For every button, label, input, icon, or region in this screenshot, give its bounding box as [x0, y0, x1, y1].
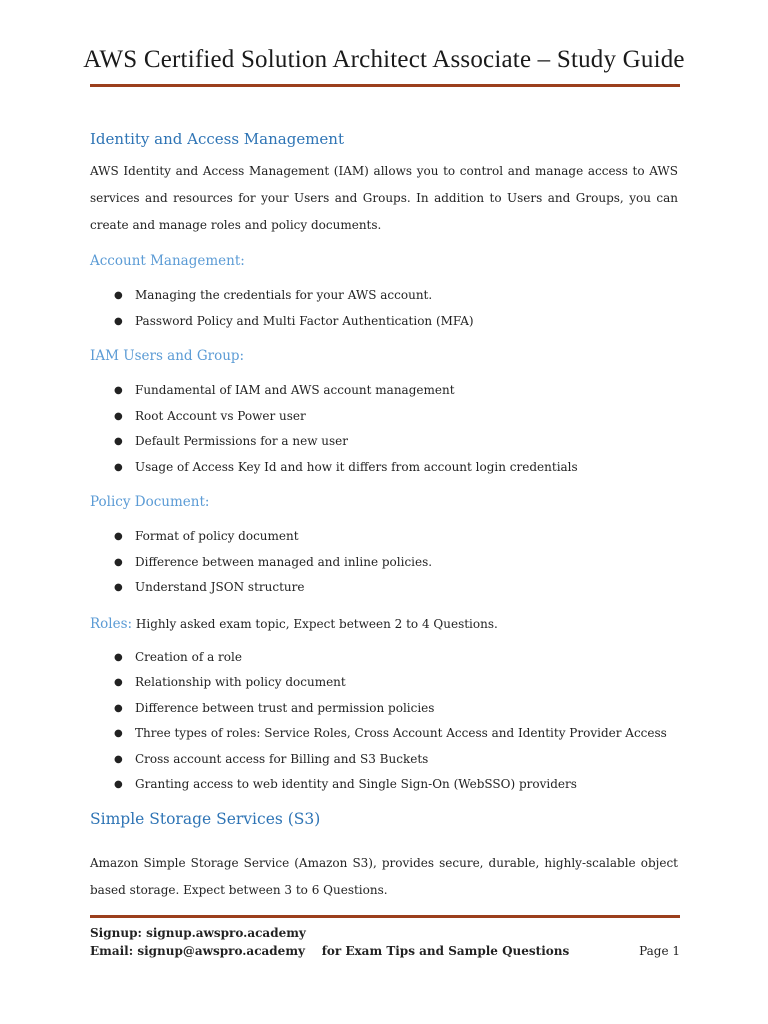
- bullet-icon: ●: [114, 556, 123, 568]
- roles-heading: Roles:: [90, 615, 133, 632]
- bullet-icon: ●: [114, 531, 123, 542]
- iam-users-heading: IAM Users and Group:: [90, 348, 245, 364]
- bullet-icon: ●: [114, 582, 123, 593]
- list-item: ● Password Policy and Multi Factor Authentication (MFA): [90, 309, 678, 335]
- bullet-icon: ●: [114, 677, 123, 688]
- list-item: ● Format of policy document: [90, 524, 678, 550]
- page-number: Page 1: [639, 944, 680, 958]
- roles-list: [90, 645, 678, 798]
- roles-intro-text: Highly asked exam topic, Expect between 2 to 4 Questions.: [132, 616, 498, 631]
- list-item: ● Granting access to web identity and Single Sign-On (WebSSO) providers: [90, 772, 678, 798]
- list-item: ● Three types of roles: Service Roles, Cross Account Access and Identity Provider Access: [90, 721, 678, 747]
- bullet-icon: ●: [114, 461, 123, 473]
- bullet-icon: ●: [114, 702, 123, 714]
- list-item: ● Understand JSON structure: [90, 575, 678, 601]
- bullet-icon: ●: [114, 315, 123, 327]
- iam-users-list: [90, 378, 678, 480]
- account-management-list: [90, 283, 678, 334]
- policy-document-list: [90, 524, 678, 601]
- footer-rule: [90, 915, 680, 918]
- account-management-heading: Account Management:: [90, 253, 245, 269]
- bullet-icon: ●: [114, 779, 123, 790]
- footer-email-line: [90, 943, 680, 960]
- list-item: ● Difference between trust and permission policies: [90, 696, 678, 722]
- list-item: ● Cross account access for Billing and S3 Buckets: [90, 747, 678, 773]
- list-item: ● Creation of a role: [90, 645, 678, 671]
- page-content: [90, 130, 678, 904]
- list-item: ● Managing the credentials for your AWS account.: [90, 283, 678, 309]
- page-footer: [90, 923, 680, 960]
- bullet-icon: ●: [114, 290, 123, 301]
- bullet-icon: ●: [114, 728, 123, 739]
- bullet-icon: ●: [114, 651, 123, 663]
- iam-heading: Identity and Access Management: [90, 130, 344, 148]
- list-item: ● Relationship with policy document: [90, 670, 678, 696]
- list-item: ● Default Permissions for a new user: [90, 429, 678, 455]
- list-item: ● Difference between managed and inline policies.: [90, 550, 678, 576]
- bullet-icon: ●: [114, 385, 123, 396]
- bullet-icon: ●: [114, 410, 123, 422]
- policy-document-heading: Policy Document:: [90, 494, 210, 510]
- roles-intro: [90, 615, 678, 633]
- footer-email: Email: signup@awspro.academy for Exam Tips and Sample Questions: [90, 944, 570, 958]
- iam-intro: AWS Identity and Access Management (IAM) allows you to control and manage access to AWS services and resources for your Users and Groups. In addition to Users and Groups, you can create and manage roles and policy documents.: [90, 164, 678, 232]
- bullet-icon: ●: [114, 753, 123, 765]
- list-item: ● Usage of Access Key Id and how it differs from account login credentials: [90, 455, 678, 481]
- footer-signup: Signup: signup.awspro.academy: [90, 926, 306, 940]
- list-item: ● Fundamental of IAM and AWS account management: [90, 378, 678, 404]
- s3-heading: Simple Storage Services (S3): [90, 809, 321, 828]
- document-title: AWS Certified Solution Architect Associate – Study Guide: [83, 46, 685, 73]
- list-item: ● Root Account vs Power user: [90, 404, 678, 430]
- bullet-icon: ●: [114, 436, 123, 447]
- s3-intro: Amazon Simple Storage Service (Amazon S3), provides secure, durable, highly-scalable object based storage. Expect between 3 to 6 Questions.: [90, 855, 678, 897]
- header-rule: [90, 84, 680, 87]
